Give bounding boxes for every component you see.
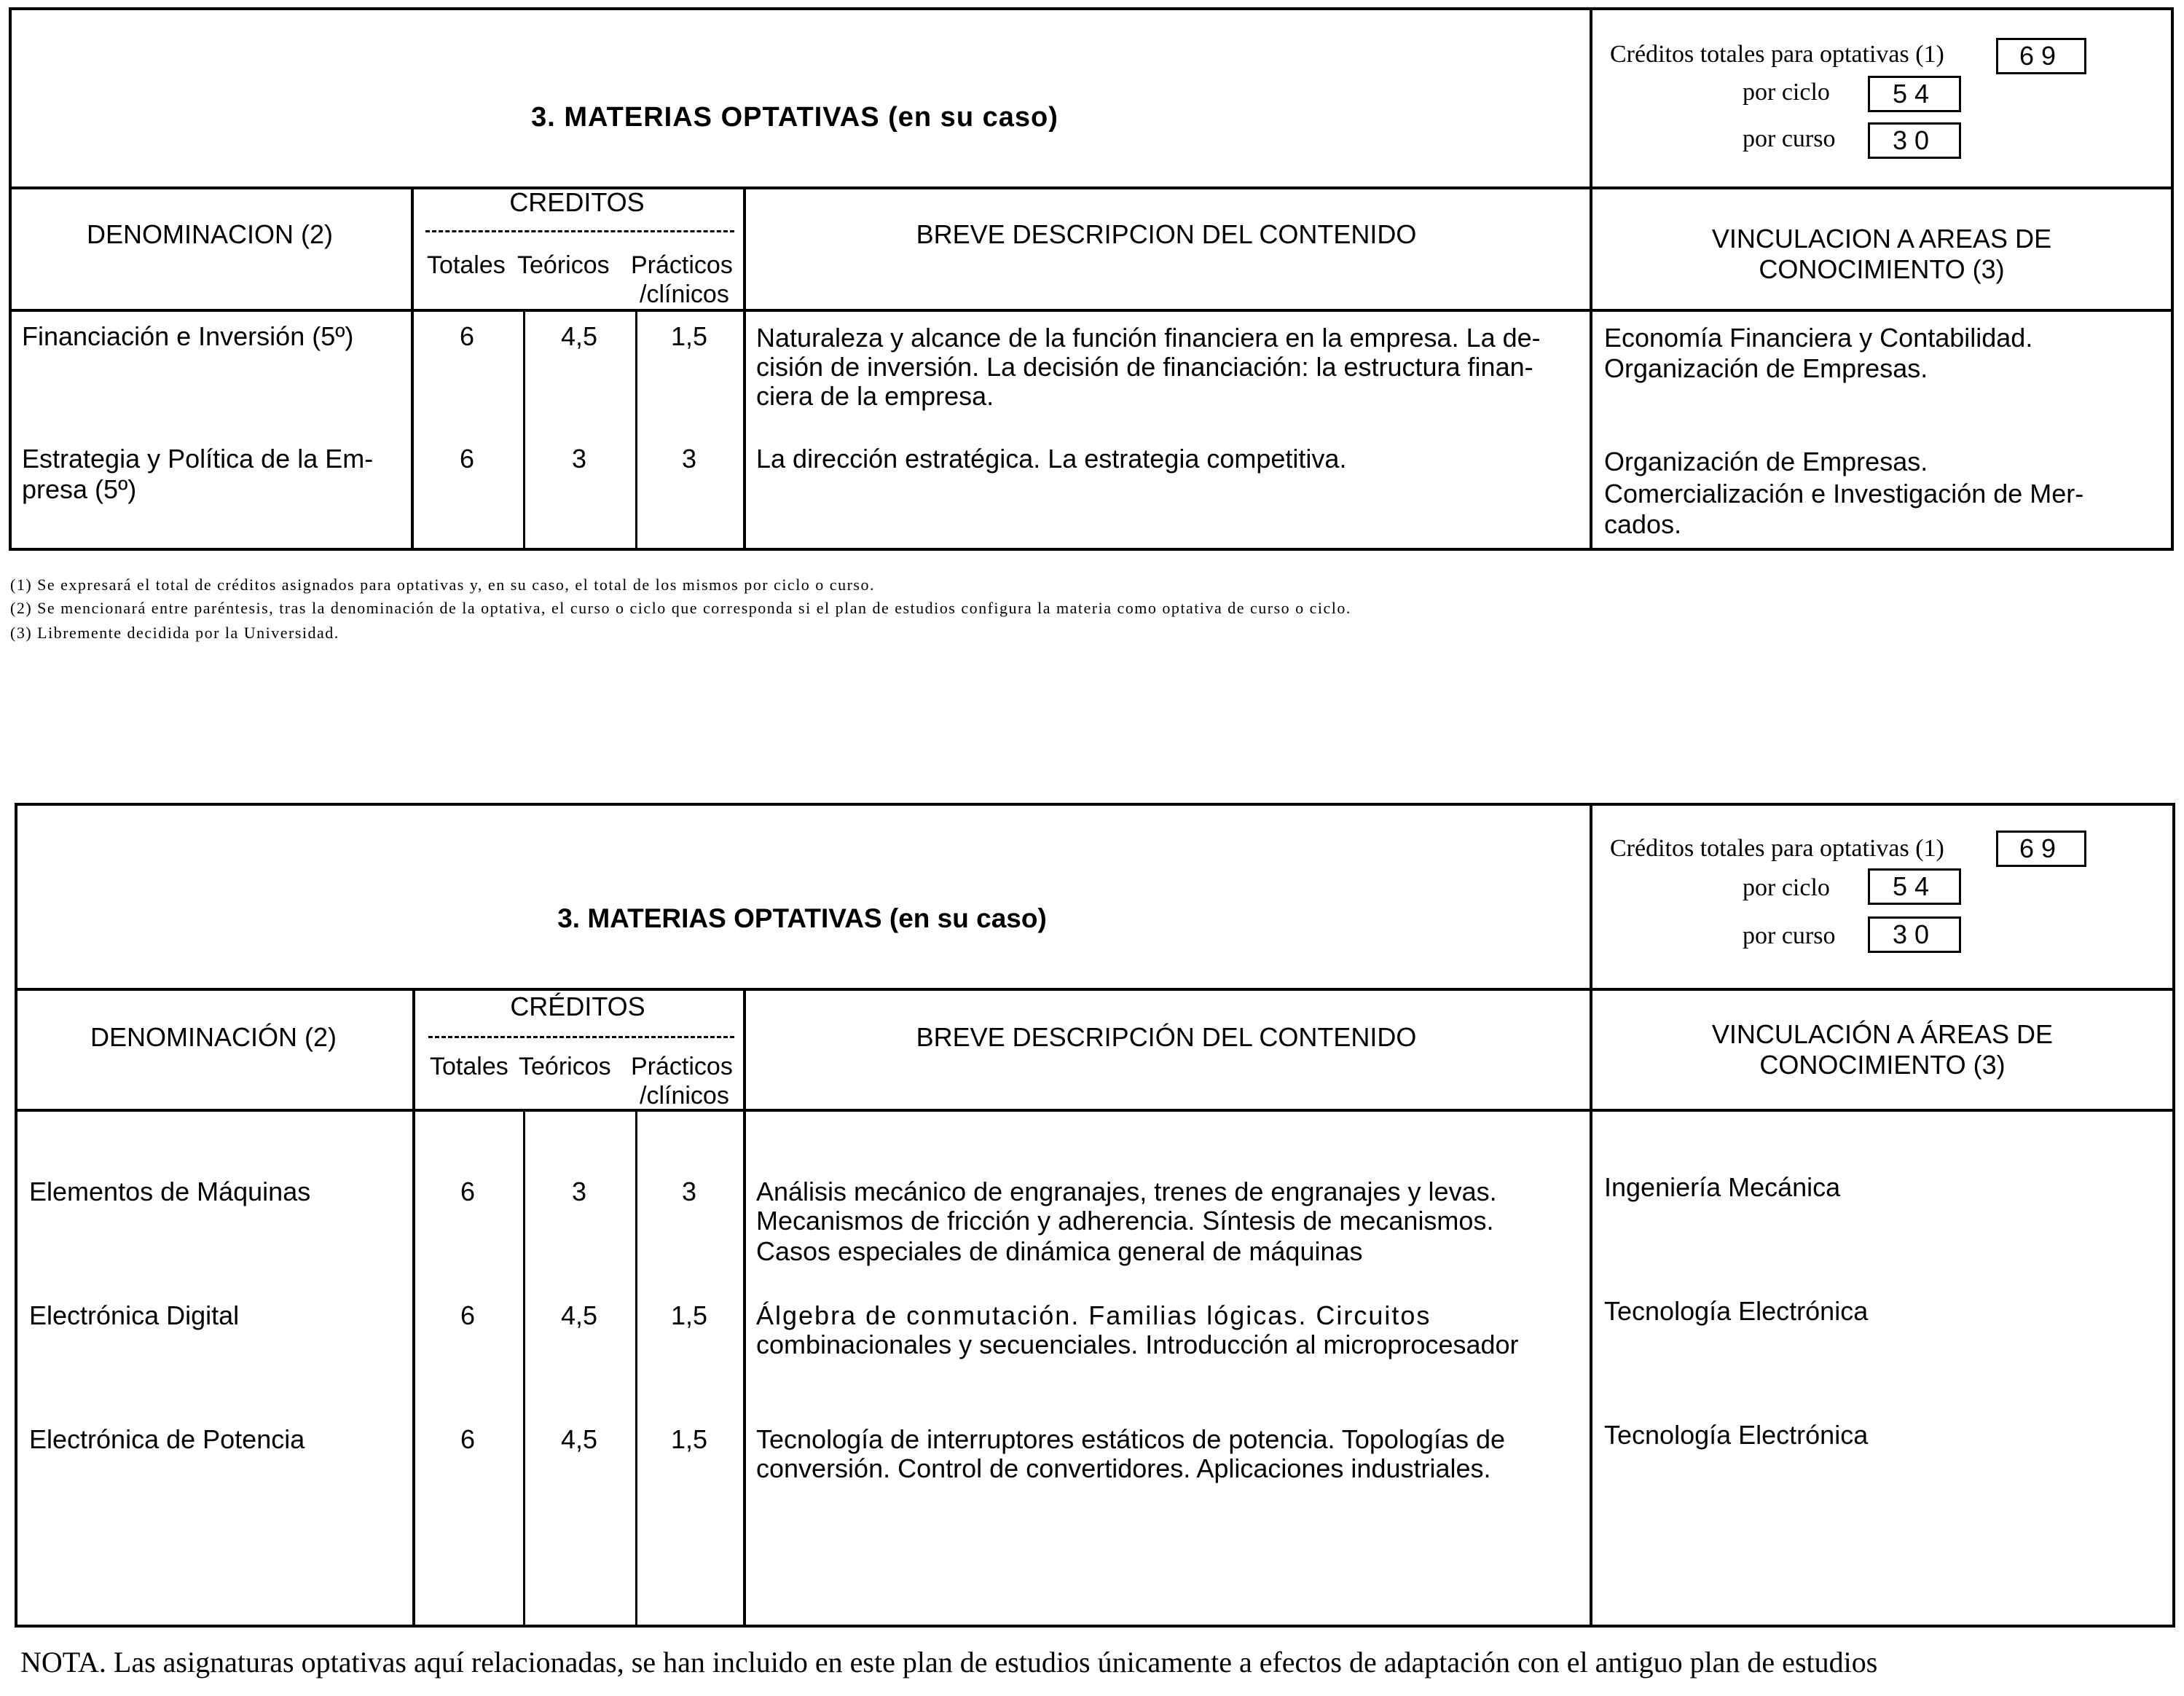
area-line-1: Ingeniería Mecánica bbox=[1604, 1172, 1841, 1202]
table-1-header-divider bbox=[9, 187, 2174, 189]
area-line-3: cados. bbox=[1604, 509, 1682, 539]
table-2-col-divider-desc bbox=[743, 988, 746, 1628]
table-1-col-divider-name bbox=[411, 187, 414, 551]
description-line-1: Naturaleza y alcance de la función financiera en la empresa. La de- bbox=[756, 323, 1541, 353]
footnote-1: (1) Se expresará el total de créditos asignados para optativas y, en su caso, el total de los mismos por ciclo o curso. bbox=[10, 576, 875, 594]
footnote-2: (2) Se mencionará entre paréntesis, tras la denominación de la optativa, el curso o ciclo que corresponda si el plan de estudios configura la materia como optativa de curso o ciclo. bbox=[10, 599, 1351, 617]
description-line-2: combinacionales y secuenciales. Introducción al microprocesador bbox=[756, 1330, 1519, 1359]
area-line-1: Organización de Empresas. bbox=[1604, 447, 1928, 476]
table-1-credits-ciclo-value: 54 bbox=[1868, 76, 1961, 112]
table-1-creditos-dash-line bbox=[425, 230, 734, 232]
credits-practicos: 1,5 bbox=[670, 1300, 708, 1330]
table-2-header-clinicos: /clínicos bbox=[640, 1082, 729, 1110]
area-line-2: Organización de Empresas. bbox=[1604, 353, 1928, 383]
credits-teoricos: 4,5 bbox=[560, 321, 598, 351]
table-1-header-creditos: CREDITOS bbox=[509, 187, 645, 217]
table-2-creditos-dash-line bbox=[428, 1036, 734, 1038]
credits-totales: 6 bbox=[460, 1177, 476, 1206]
table-1-header-totales: Totales bbox=[427, 251, 506, 279]
table-1-header-vinculacion-line-1: VINCULACION A AREAS DE bbox=[1711, 224, 2052, 254]
table-2-header-denominacion: DENOMINACIÓN (2) bbox=[90, 1022, 337, 1052]
credits-totales: 6 bbox=[459, 444, 475, 474]
area-line-1: Tecnología Electrónica bbox=[1604, 1296, 1869, 1326]
description-line-1: Tecnología de interruptores estáticos de potencia. Topologías de bbox=[756, 1424, 1506, 1454]
area-line-1: Tecnología Electrónica bbox=[1604, 1420, 1869, 1450]
area-line-1: Economía Financiera y Contabilidad. bbox=[1604, 323, 2033, 353]
description-line-1: Álgebra de conmutación. Familias lógicas. Circuitos bbox=[756, 1300, 1431, 1330]
credits-totales: 6 bbox=[460, 1300, 476, 1330]
table-2-col-divider-areas bbox=[1590, 803, 1592, 1628]
table-1-credits-total-value: 69 bbox=[1996, 38, 2086, 74]
table-2-credits-ciclo-label: por ciclo bbox=[1743, 874, 1830, 901]
description-line-2: cisión de inversión. La decisión de financiación: la estructura finan- bbox=[756, 352, 1533, 382]
table-2-header-vinculacion-line-2: CONOCIMIENTO (3) bbox=[1759, 1050, 2006, 1080]
subject-name: Financiación e Inversión (5º) bbox=[22, 321, 354, 351]
table-1-header-denominacion: DENOMINACION (2) bbox=[86, 219, 333, 249]
description-line-2: conversión. Control de convertidores. Aplicaciones industriales. bbox=[756, 1453, 1491, 1483]
table-1-credits-total-label: Créditos totales para optativas (1) bbox=[1610, 41, 1944, 68]
subject-name-line-1: Estrategia y Política de la Em- bbox=[22, 444, 374, 474]
credits-practicos: 3 bbox=[681, 1177, 697, 1206]
table-1-credits-ciclo-label: por ciclo bbox=[1743, 79, 1830, 106]
table-1-title: 3. MATERIAS OPTATIVAS (en su caso) bbox=[531, 102, 1058, 133]
table-1-body-divider bbox=[9, 309, 2174, 312]
description-line-1: Análisis mecánico de engranajes, trenes de engranajes y levas. bbox=[756, 1177, 1497, 1206]
table-2-credits-ciclo-value: 54 bbox=[1868, 868, 1961, 905]
table-2-credits-total-label: Créditos totales para optativas (1) bbox=[1610, 835, 1944, 862]
table-2-body-divider bbox=[15, 1109, 2175, 1112]
credits-teoricos: 4,5 bbox=[560, 1300, 598, 1330]
table-2-header-divider bbox=[15, 988, 2175, 991]
credits-teoricos: 3 bbox=[571, 444, 587, 474]
table-2-credits-curso-label: por curso bbox=[1743, 922, 1836, 949]
credits-practicos: 1,5 bbox=[670, 321, 708, 351]
table-2-credits-total-value: 69 bbox=[1996, 831, 2086, 867]
subject-name: Electrónica de Potencia bbox=[29, 1424, 305, 1454]
credits-totales: 6 bbox=[460, 1424, 476, 1454]
table-1-header-teoricos: Teóricos bbox=[517, 251, 610, 279]
table-1-credits-curso-value: 30 bbox=[1868, 122, 1961, 159]
credits-teoricos: 4,5 bbox=[560, 1424, 598, 1454]
table-2-credits-curso-value: 30 bbox=[1868, 916, 1961, 953]
table-1-header-vinculacion-line-2: CONOCIMIENTO (3) bbox=[1759, 254, 2005, 284]
table-2-header-practicos: Prácticos bbox=[631, 1053, 733, 1080]
subject-name: Electrónica Digital bbox=[29, 1300, 240, 1330]
table-1-header-clinicos: /clínicos bbox=[640, 280, 729, 308]
table-2-header-totales: Totales bbox=[430, 1053, 508, 1080]
table-2-header-descripcion: BREVE DESCRIPCIÓN DEL CONTENIDO bbox=[916, 1022, 1417, 1052]
description-line-3: ciera de la empresa. bbox=[756, 381, 994, 411]
subject-name-line-2: presa (5º) bbox=[22, 474, 137, 504]
area-line-2: Comercialización e Investigación de Mer- bbox=[1604, 479, 2084, 509]
description-line-3: Casos especiales de dinámica general de máquinas bbox=[756, 1236, 1363, 1266]
description-line-1: La dirección estratégica. La estrategia competitiva. bbox=[756, 444, 1347, 474]
table-1-header-practicos: Prácticos bbox=[631, 251, 733, 279]
credits-totales: 6 bbox=[459, 321, 475, 351]
subject-name: Elementos de Máquinas bbox=[29, 1177, 311, 1206]
table-2-title: 3. MATERIAS OPTATIVAS (en su caso) bbox=[557, 903, 1047, 933]
table-1-header-descripcion: BREVE DESCRIPCION DEL CONTENIDO bbox=[916, 219, 1417, 249]
credits-practicos: 3 bbox=[681, 444, 697, 474]
footnote-3: (3) Libremente decidida por la Universidad. bbox=[10, 624, 339, 642]
table-2-header-vinculacion-line-1: VINCULACIÓN A ÁREAS DE bbox=[1711, 1019, 2054, 1049]
table-2-header-creditos: CRÉDITOS bbox=[510, 992, 645, 1021]
nota-text: NOTA. Las asignaturas optativas aquí relacionadas, se han incluido en este plan de estudios únicamente a efectos de adaptación con el antiguo plan de estudios bbox=[20, 1646, 1878, 1679]
description-line-2: Mecanismos de fricción y adherencia. Síntesis de mecanismos. bbox=[756, 1206, 1494, 1236]
table-1-credits-curso-label: por curso bbox=[1743, 125, 1836, 152]
credits-practicos: 1,5 bbox=[670, 1424, 708, 1454]
credits-teoricos: 3 bbox=[571, 1177, 587, 1206]
table-2-header-teoricos: Teóricos bbox=[519, 1053, 611, 1080]
